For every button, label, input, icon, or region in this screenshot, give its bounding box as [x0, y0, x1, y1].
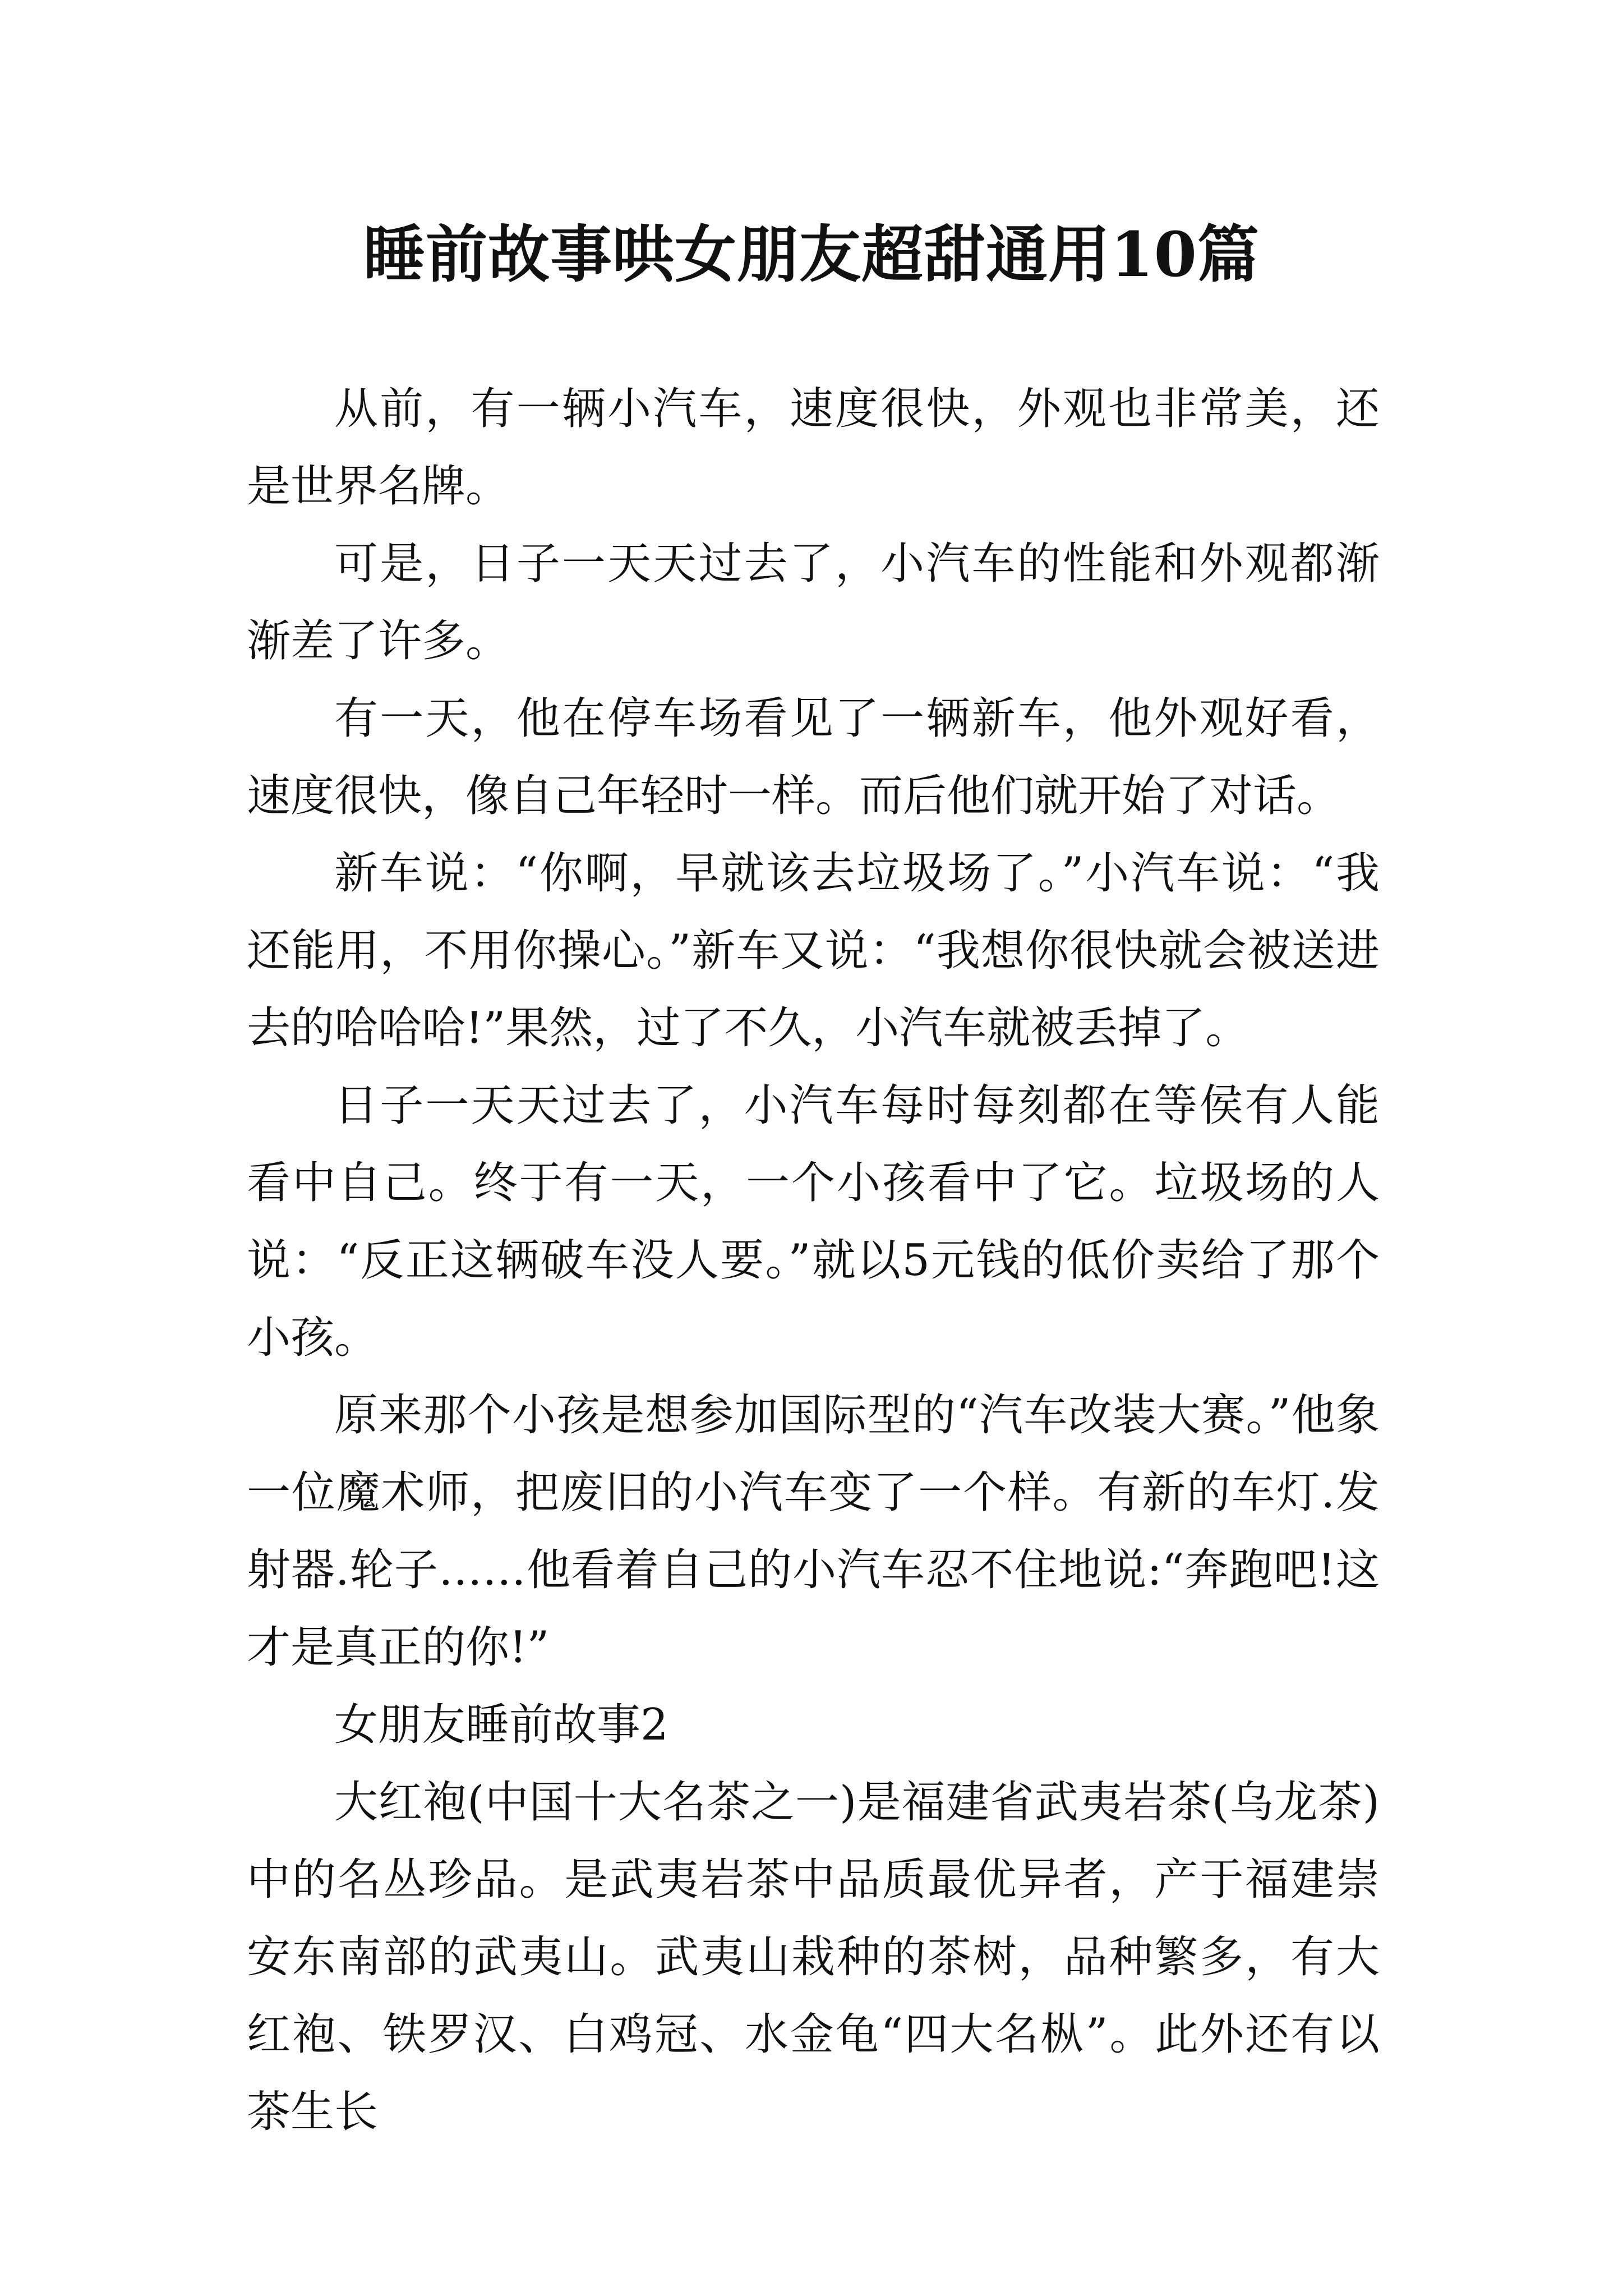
paragraph-3: 有一天，他在停车场看见了一辆新车，他外观好看，速度很快，像自己年轻时一样。而后他们就开始了对话。: [247, 693, 1380, 821]
paragraph-7: 大红袍(中国十大名茶之一)是福建省武夷岩茶(乌龙茶)中的名丛珍品。是武夷岩茶中品质最优异者，产于福建崇安东南部的武夷山。武夷山栽种的茶树，品种繁多，有大红袍、铁罗汉、白鸡冠、水金龟“四大名枞”。此外还有以茶生长: [247, 1777, 1380, 2137]
paragraph-5: 日子一天天过去了，小汽车每时每刻都在等侯有人能看中自己。终于有一天，一个小孩看中了它。垃圾场的人说：“反正这辆破车没人要。”就以5元钱的低价卖给了那个小孩。: [247, 1080, 1380, 1363]
paragraph-4: 新车说：“你啊，早就该去垃圾场了。”小汽车说：“我还能用，不用你操心。”新车又说：“我想你很快就会被送进去的哈哈哈!”果然，过了不久，小汽车就被丢掉了。: [247, 848, 1380, 1053]
document-body: [247, 370, 1380, 2151]
section-heading: 女朋友睡前故事2: [334, 1700, 668, 1750]
paragraph-1: 从前，有一辆小汽车，速度很快，外观也非常美，还是世界名牌。: [247, 384, 1380, 512]
paragraph-2: 可是，日子一天天过去了，小汽车的性能和外观都渐渐差了许多。: [247, 539, 1380, 666]
document-title: 睡前故事哄女朋友超甜通用10篇: [363, 218, 1260, 291]
paragraph-6: 原来那个小孩是想参加国际型的“汽车改装大赛。”他象一位魔术师，把废旧的小汽车变了一个样。有新的车灯.发射器.轮子……他看着自己的小汽车忍不住地说:“奔跑吧!这才是真正的你!”: [247, 1390, 1380, 1673]
